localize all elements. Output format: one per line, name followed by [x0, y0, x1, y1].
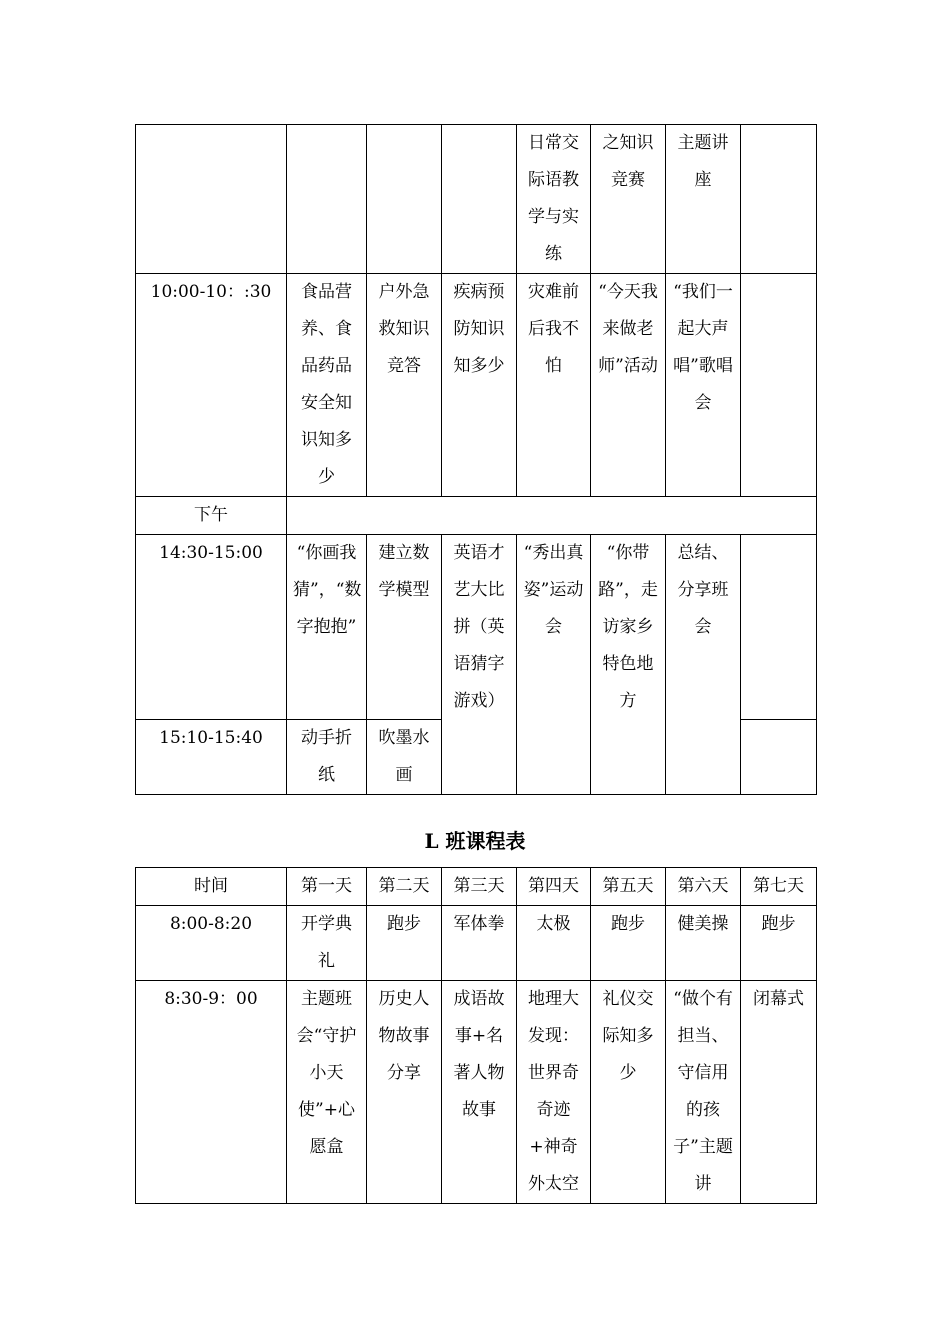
table-cell: 总结、分享班会 — [666, 535, 741, 795]
table-cell: 灾难前后我不怕 — [517, 274, 591, 497]
header-cell: 第二天 — [367, 868, 442, 906]
header-cell: 第三天 — [442, 868, 517, 906]
table-row — [136, 906, 817, 981]
table-cell — [741, 720, 817, 795]
table-header-row — [136, 868, 817, 906]
table-cell: 日常交际语教学与实练 — [517, 125, 591, 274]
table-cell: 跑步 — [741, 906, 817, 981]
table-cell: “秀出真姿”运动会 — [517, 535, 591, 795]
table-cell: 成语故事+名著人物故事 — [442, 981, 517, 1204]
header-cell: 第五天 — [591, 868, 666, 906]
afternoon-label: 下午 — [136, 497, 287, 535]
table-row — [136, 274, 817, 497]
table-cell: “做个有担当、守信用的孩子”主题讲 — [666, 981, 741, 1204]
table-cell: 军体拳 — [442, 906, 517, 981]
time-cell: 8:30-9：00 — [136, 981, 287, 1204]
table-cell — [741, 125, 817, 274]
table-cell: “今天我来做老师”活动 — [591, 274, 666, 497]
table-cell — [741, 274, 817, 497]
time-cell: 15:10-15:40 — [136, 720, 287, 795]
table-cell — [136, 125, 287, 274]
table-cell: 健美操 — [666, 906, 741, 981]
table-cell — [442, 125, 517, 274]
table-row — [136, 535, 817, 720]
table-cell — [367, 125, 442, 274]
table-cell: 动手折纸 — [287, 720, 367, 795]
table-cell: 建立数学模型 — [367, 535, 442, 720]
table-cell: 户外急救知识竞答 — [367, 274, 442, 497]
table-cell: 吹墨水画 — [367, 720, 442, 795]
table-cell: 地理大发现：世界奇奇迹+神奇外太空 — [517, 981, 591, 1204]
table-cell: 之知识竞赛 — [591, 125, 666, 274]
table-cell: “你带路”，走访家乡特色地方 — [591, 535, 666, 795]
table-title: L 班课程表 — [424, 829, 526, 853]
table-cell: 开学典礼 — [287, 906, 367, 981]
table-cell — [741, 535, 817, 720]
table-cell — [287, 125, 367, 274]
table-cell: “你画我猜”，“数字抱抱” — [287, 535, 367, 720]
table-cell: 太极 — [517, 906, 591, 981]
time-cell: 14:30-15:00 — [136, 535, 287, 720]
table-cell: 疾病预防知识知多少 — [442, 274, 517, 497]
header-cell: 时间 — [136, 868, 287, 906]
schedule-table-continued — [135, 124, 817, 795]
table-row — [136, 125, 817, 274]
table-cell — [287, 497, 817, 535]
table-cell: “我们一起大声唱”歌唱会 — [666, 274, 741, 497]
table-row — [136, 981, 817, 1204]
table-cell: 主题讲座 — [666, 125, 741, 274]
header-cell: 第一天 — [287, 868, 367, 906]
l-class-schedule-table — [135, 867, 817, 1204]
time-cell: 8:00-8:20 — [136, 906, 287, 981]
table-cell: 跑步 — [591, 906, 666, 981]
header-cell: 第七天 — [741, 868, 817, 906]
table-cell: 主题班会“守护小天使”+心愿盒 — [287, 981, 367, 1204]
table-cell: 食品营养、食品药品安全知识知多少 — [287, 274, 367, 497]
time-cell: 10:00-10：:30 — [136, 274, 287, 497]
table-cell: 英语才艺大比拼（英语猜字游戏） — [442, 535, 517, 795]
header-cell: 第六天 — [666, 868, 741, 906]
table-row — [136, 497, 817, 535]
header-cell: 第四天 — [517, 868, 591, 906]
table-cell: 历史人物故事分享 — [367, 981, 442, 1204]
table-cell: 跑步 — [367, 906, 442, 981]
table-cell: 闭幕式 — [741, 981, 817, 1204]
table-cell: 礼仪交际知多少 — [591, 981, 666, 1204]
